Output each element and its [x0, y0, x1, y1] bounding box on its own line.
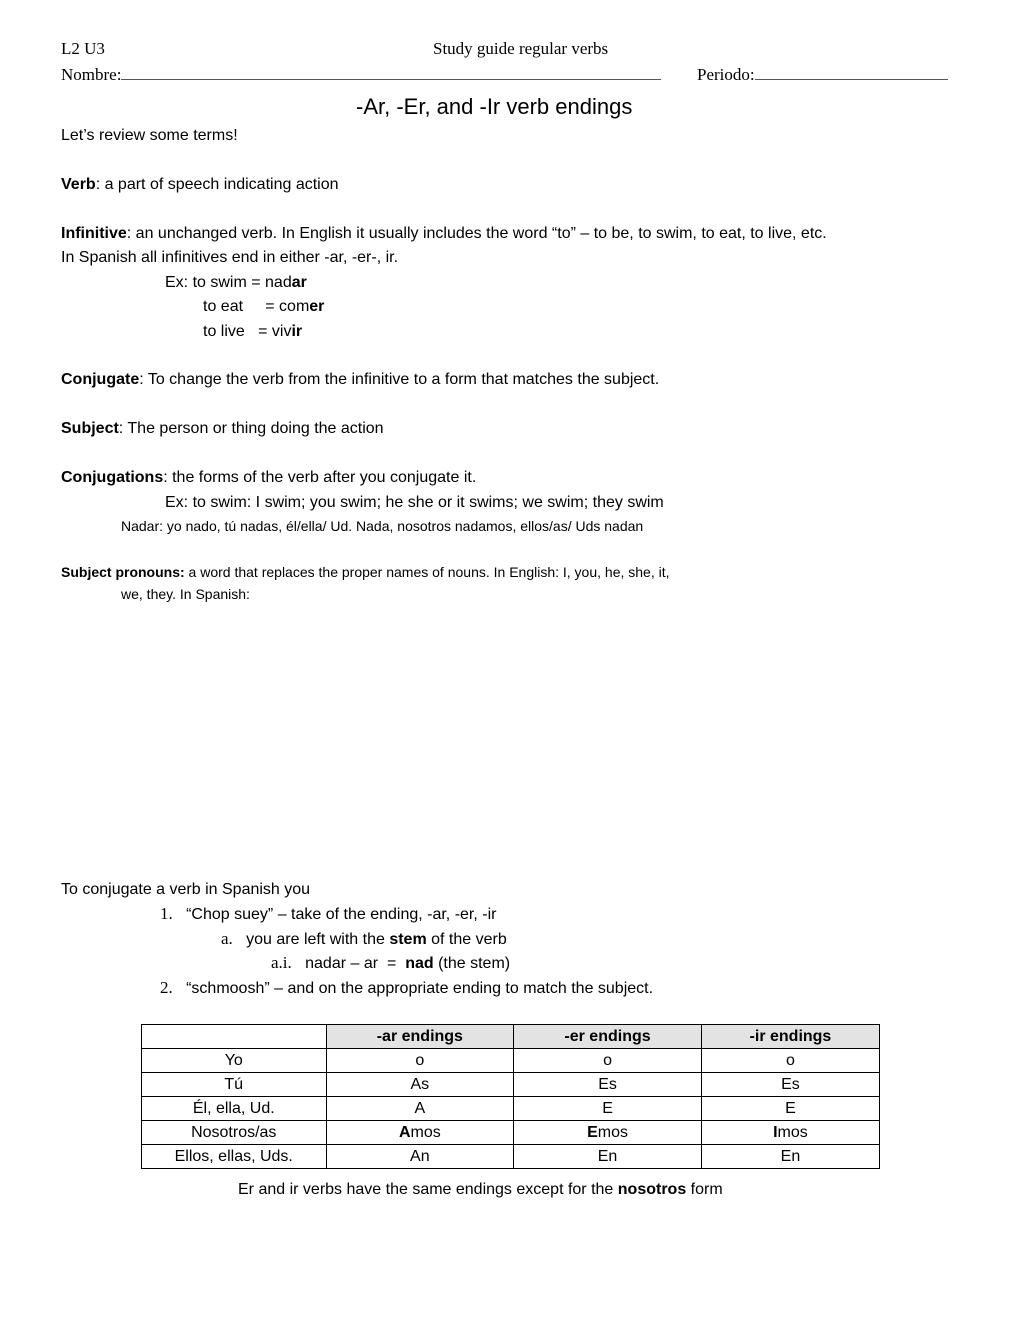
er-cell: E [514, 1097, 702, 1121]
table-row [142, 1121, 880, 1145]
subject-cell: Nosotros/as [142, 1121, 327, 1145]
conjugations-example-spanish: Nadar: yo nado, tú nadas, él/ella/ Ud. Nada, nosotros nadamos, ellos/as/ Uds nadan [121, 518, 644, 534]
example-swim: Ex: to swim = nadar [165, 274, 307, 291]
intro-text: Let’s review some terms! [61, 127, 238, 144]
table-row [142, 1145, 880, 1169]
subject-cell: Él, ella, Ud. [142, 1097, 327, 1121]
name-label: Nombre: [61, 65, 122, 84]
step-1ai: a.i. nadar – ar = nad (the stem) [271, 953, 511, 972]
period-field[interactable] [697, 63, 948, 85]
er-cell: Emos [514, 1121, 702, 1145]
er-cell: En [514, 1145, 702, 1169]
header-cell: -ar endings [326, 1025, 514, 1049]
table-row [142, 1073, 880, 1097]
subject-definition: Subject: The person or thing doing the action [61, 420, 384, 437]
header-cell [142, 1025, 327, 1049]
header-center: Study guide regular verbs [433, 39, 609, 58]
infinitive-definition: Infinitive: an unchanged verb. In English it usually includes the word “to” – to be, to swim, to eat, to live, etc. [61, 225, 827, 242]
table-note: Er and ir verbs have the same endings except for the nosotros form [238, 1181, 723, 1198]
ir-cell: E [701, 1097, 879, 1121]
header-cell: -ir endings [701, 1025, 879, 1049]
example-live: to live = vivir [203, 323, 303, 340]
page-title: -Ar, -Er, and -Ir verb endings [356, 94, 633, 119]
pronouns-line2: we, they. In Spanish: [121, 586, 250, 602]
step-1: 1. “Chop suey” – take of the ending, -ar, -er, -ir [160, 904, 497, 923]
infinitive-line2: In Spanish all infinitives end in either -ar, -er-, ir. [61, 249, 399, 266]
conjugations-definition: Conjugations: the forms of the verb after you conjugate it. [61, 469, 477, 486]
ir-cell: En [701, 1145, 879, 1169]
name-field[interactable] [61, 63, 661, 85]
ir-cell: Imos [701, 1121, 879, 1145]
ar-cell: As [326, 1073, 514, 1097]
example-eat: to eat = comer [203, 298, 325, 315]
er-cell: o [514, 1049, 702, 1073]
period-label: Periodo: [697, 65, 755, 84]
ar-cell: A [326, 1097, 514, 1121]
subject-cell: Tú [142, 1073, 327, 1097]
subject-cell: Yo [142, 1049, 327, 1073]
table-row [142, 1097, 880, 1121]
conjugate-definition: Conjugate: To change the verb from the infinitive to a form that matches the subject. [61, 371, 660, 388]
ar-cell: An [326, 1145, 514, 1169]
ar-cell: Amos [326, 1121, 514, 1145]
step-2: 2. “schmoosh” – and on the appropriate ending to match the subject. [160, 978, 654, 997]
er-cell: Es [514, 1073, 702, 1097]
table-header-row [142, 1025, 880, 1049]
conjugations-example-english: Ex: to swim: I swim; you swim; he she or it swims; we swim; they swim [165, 494, 664, 511]
subject-cell: Ellos, ellas, Uds. [142, 1145, 327, 1169]
pronouns-definition: Subject pronouns: a word that replaces the proper names of nouns. In English: I, you, he, she, it, [61, 564, 670, 580]
steps-intro: To conjugate a verb in Spanish you [61, 881, 311, 898]
header-cell: -er endings [514, 1025, 702, 1049]
ir-cell: Es [701, 1073, 879, 1097]
table-row [142, 1049, 880, 1073]
ar-cell: o [326, 1049, 514, 1073]
ir-cell: o [701, 1049, 879, 1073]
verb-definition: Verb: a part of speech indicating action [61, 176, 339, 193]
step-1a: a. you are left with the stem of the verb [221, 929, 507, 948]
verb-endings-table [141, 1024, 880, 1169]
header-left: L2 U3 [61, 39, 105, 58]
